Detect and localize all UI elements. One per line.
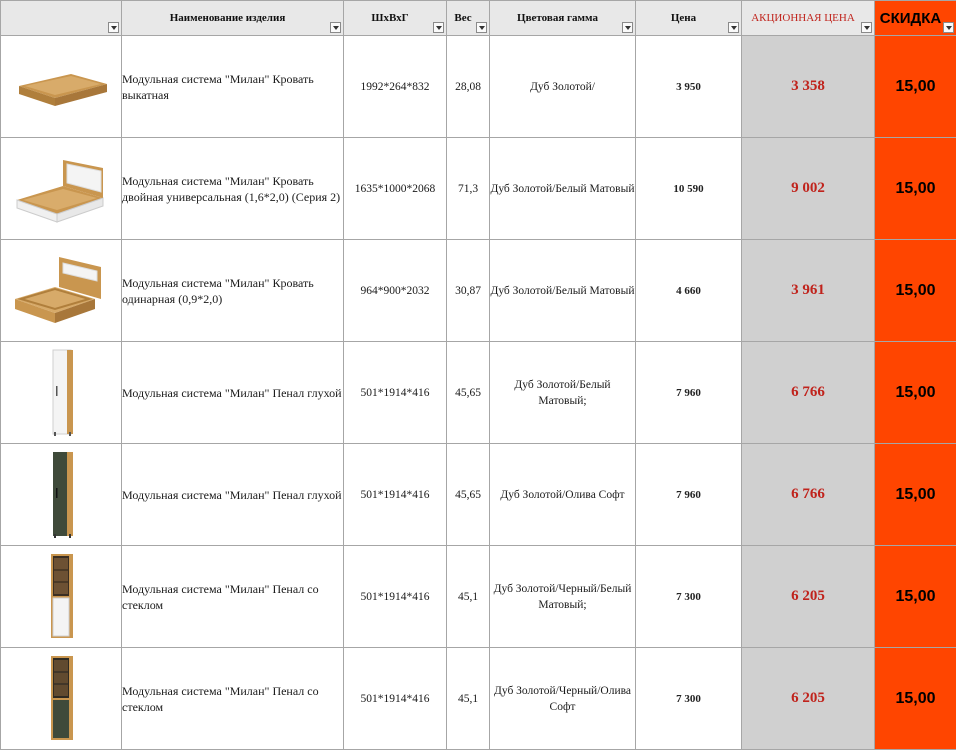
product-image-cell[interactable] xyxy=(1,36,122,138)
table-row xyxy=(1,36,956,138)
dimensions-cell[interactable]: 501*1914*416 xyxy=(344,648,447,750)
filter-dropdown-icon[interactable] xyxy=(108,22,119,33)
discount-cell[interactable]: 15,00 xyxy=(875,138,956,240)
weight-cell[interactable]: 45,1 xyxy=(447,546,490,648)
product-image-cell[interactable] xyxy=(1,342,122,444)
cabinet-white-image xyxy=(1,348,121,438)
color-range-cell[interactable]: Дуб Золотой/Олива Софт xyxy=(490,444,636,546)
weight-cell[interactable]: 45,65 xyxy=(447,342,490,444)
table-row xyxy=(1,138,956,240)
dimensions-cell[interactable]: 964*900*2032 xyxy=(344,240,447,342)
filter-dropdown-icon[interactable] xyxy=(622,22,633,33)
table-row xyxy=(1,342,956,444)
product-image-cell[interactable] xyxy=(1,444,122,546)
weight-cell[interactable]: 45,1 xyxy=(447,648,490,750)
filter-dropdown-icon[interactable] xyxy=(330,22,341,33)
price-cell[interactable]: 7 960 xyxy=(636,342,742,444)
table-row xyxy=(1,240,956,342)
promo-price-cell[interactable]: 6 766 xyxy=(742,342,875,444)
price-cell[interactable]: 7 960 xyxy=(636,444,742,546)
promo-price-column-header: АКЦИОННАЯ ЦЕНА xyxy=(742,1,875,36)
cabinet-olive-image xyxy=(1,450,121,540)
product-name-cell[interactable]: Модульная система "Милан" Пенал со стеклом xyxy=(122,648,344,750)
single-bed-image xyxy=(1,251,121,331)
product-name-cell[interactable]: Модульная система "Милан" Пенал со стеклом xyxy=(122,546,344,648)
product-name-cell[interactable]: Модульная система "Милан" Кровать двойная универсальная (1,6*2,0) (Серия 2) xyxy=(122,138,344,240)
table-row xyxy=(1,648,956,750)
color-column-header: Цветовая гамма xyxy=(490,1,636,36)
glass-cabinet-white-image xyxy=(1,552,121,642)
product-name-cell[interactable]: Модульная система "Милан" Кровать выкатная xyxy=(122,36,344,138)
price-cell[interactable]: 7 300 xyxy=(636,546,742,648)
filter-dropdown-icon[interactable] xyxy=(861,22,872,33)
color-range-cell[interactable]: Дуб Золотой/ xyxy=(490,36,636,138)
table-row xyxy=(1,546,956,648)
color-range-cell[interactable]: Дуб Золотой/Черный/Олива Софт xyxy=(490,648,636,750)
discount-cell[interactable]: 15,00 xyxy=(875,240,956,342)
color-range-cell[interactable]: Дуб Золотой/Белый Матовый xyxy=(490,240,636,342)
dimensions-cell[interactable]: 1992*264*832 xyxy=(344,36,447,138)
color-range-cell[interactable]: Дуб Золотой/Черный/Белый Матовый; xyxy=(490,546,636,648)
promo-price-cell[interactable]: 9 002 xyxy=(742,138,875,240)
promo-price-cell[interactable]: 3 358 xyxy=(742,36,875,138)
color-range-cell[interactable]: Дуб Золотой/Белый Матовый; xyxy=(490,342,636,444)
color-range-cell[interactable]: Дуб Золотой/Белый Матовый xyxy=(490,138,636,240)
product-image-cell[interactable] xyxy=(1,240,122,342)
dimensions-cell[interactable]: 501*1914*416 xyxy=(344,444,447,546)
product-image-cell[interactable] xyxy=(1,546,122,648)
dims-column-header: ШхВхГ xyxy=(344,1,447,36)
price-cell[interactable]: 7 300 xyxy=(636,648,742,750)
weight-cell[interactable]: 30,87 xyxy=(447,240,490,342)
product-name-cell[interactable]: Модульная система "Милан" Пенал глухой xyxy=(122,342,344,444)
product-image-cell[interactable] xyxy=(1,138,122,240)
glass-cabinet-olive-image xyxy=(1,654,121,744)
filter-dropdown-icon[interactable] xyxy=(728,22,739,33)
header-row xyxy=(1,1,956,36)
discount-cell[interactable]: 15,00 xyxy=(875,36,956,138)
weight-cell[interactable]: 28,08 xyxy=(447,36,490,138)
promo-price-cell[interactable]: 6 766 xyxy=(742,444,875,546)
double-bed-image xyxy=(1,154,121,224)
dimensions-cell[interactable]: 1635*1000*2068 xyxy=(344,138,447,240)
discount-column-header: СКИДКА xyxy=(875,1,956,36)
price-cell[interactable]: 10 590 xyxy=(636,138,742,240)
promo-price-cell[interactable]: 6 205 xyxy=(742,648,875,750)
promo-price-cell[interactable]: 6 205 xyxy=(742,546,875,648)
price-cell[interactable]: 3 950 xyxy=(636,36,742,138)
weight-column-header: Вес xyxy=(447,1,490,36)
product-image-cell[interactable] xyxy=(1,648,122,750)
discount-cell[interactable]: 15,00 xyxy=(875,648,956,750)
price-column-header: Цена xyxy=(636,1,742,36)
product-name-cell[interactable]: Модульная система "Милан" Пенал глухой xyxy=(122,444,344,546)
discount-cell[interactable]: 15,00 xyxy=(875,444,956,546)
discount-cell[interactable]: 15,00 xyxy=(875,342,956,444)
weight-cell[interactable]: 45,65 xyxy=(447,444,490,546)
discount-cell[interactable]: 15,00 xyxy=(875,546,956,648)
dimensions-cell[interactable]: 501*1914*416 xyxy=(344,342,447,444)
name-column-header: Наименование изделия xyxy=(122,1,344,36)
table-row xyxy=(1,444,956,546)
roll-out-bed-image xyxy=(1,64,121,110)
product-name-cell[interactable]: Модульная система "Милан" Кровать одинарная (0,9*2,0) xyxy=(122,240,344,342)
filter-dropdown-icon[interactable] xyxy=(943,22,954,33)
promo-price-cell[interactable]: 3 961 xyxy=(742,240,875,342)
filter-dropdown-icon[interactable] xyxy=(476,22,487,33)
weight-cell[interactable]: 71,3 xyxy=(447,138,490,240)
dimensions-cell[interactable]: 501*1914*416 xyxy=(344,546,447,648)
image-column-header xyxy=(1,1,122,36)
price-cell[interactable]: 4 660 xyxy=(636,240,742,342)
filter-dropdown-icon[interactable] xyxy=(433,22,444,33)
